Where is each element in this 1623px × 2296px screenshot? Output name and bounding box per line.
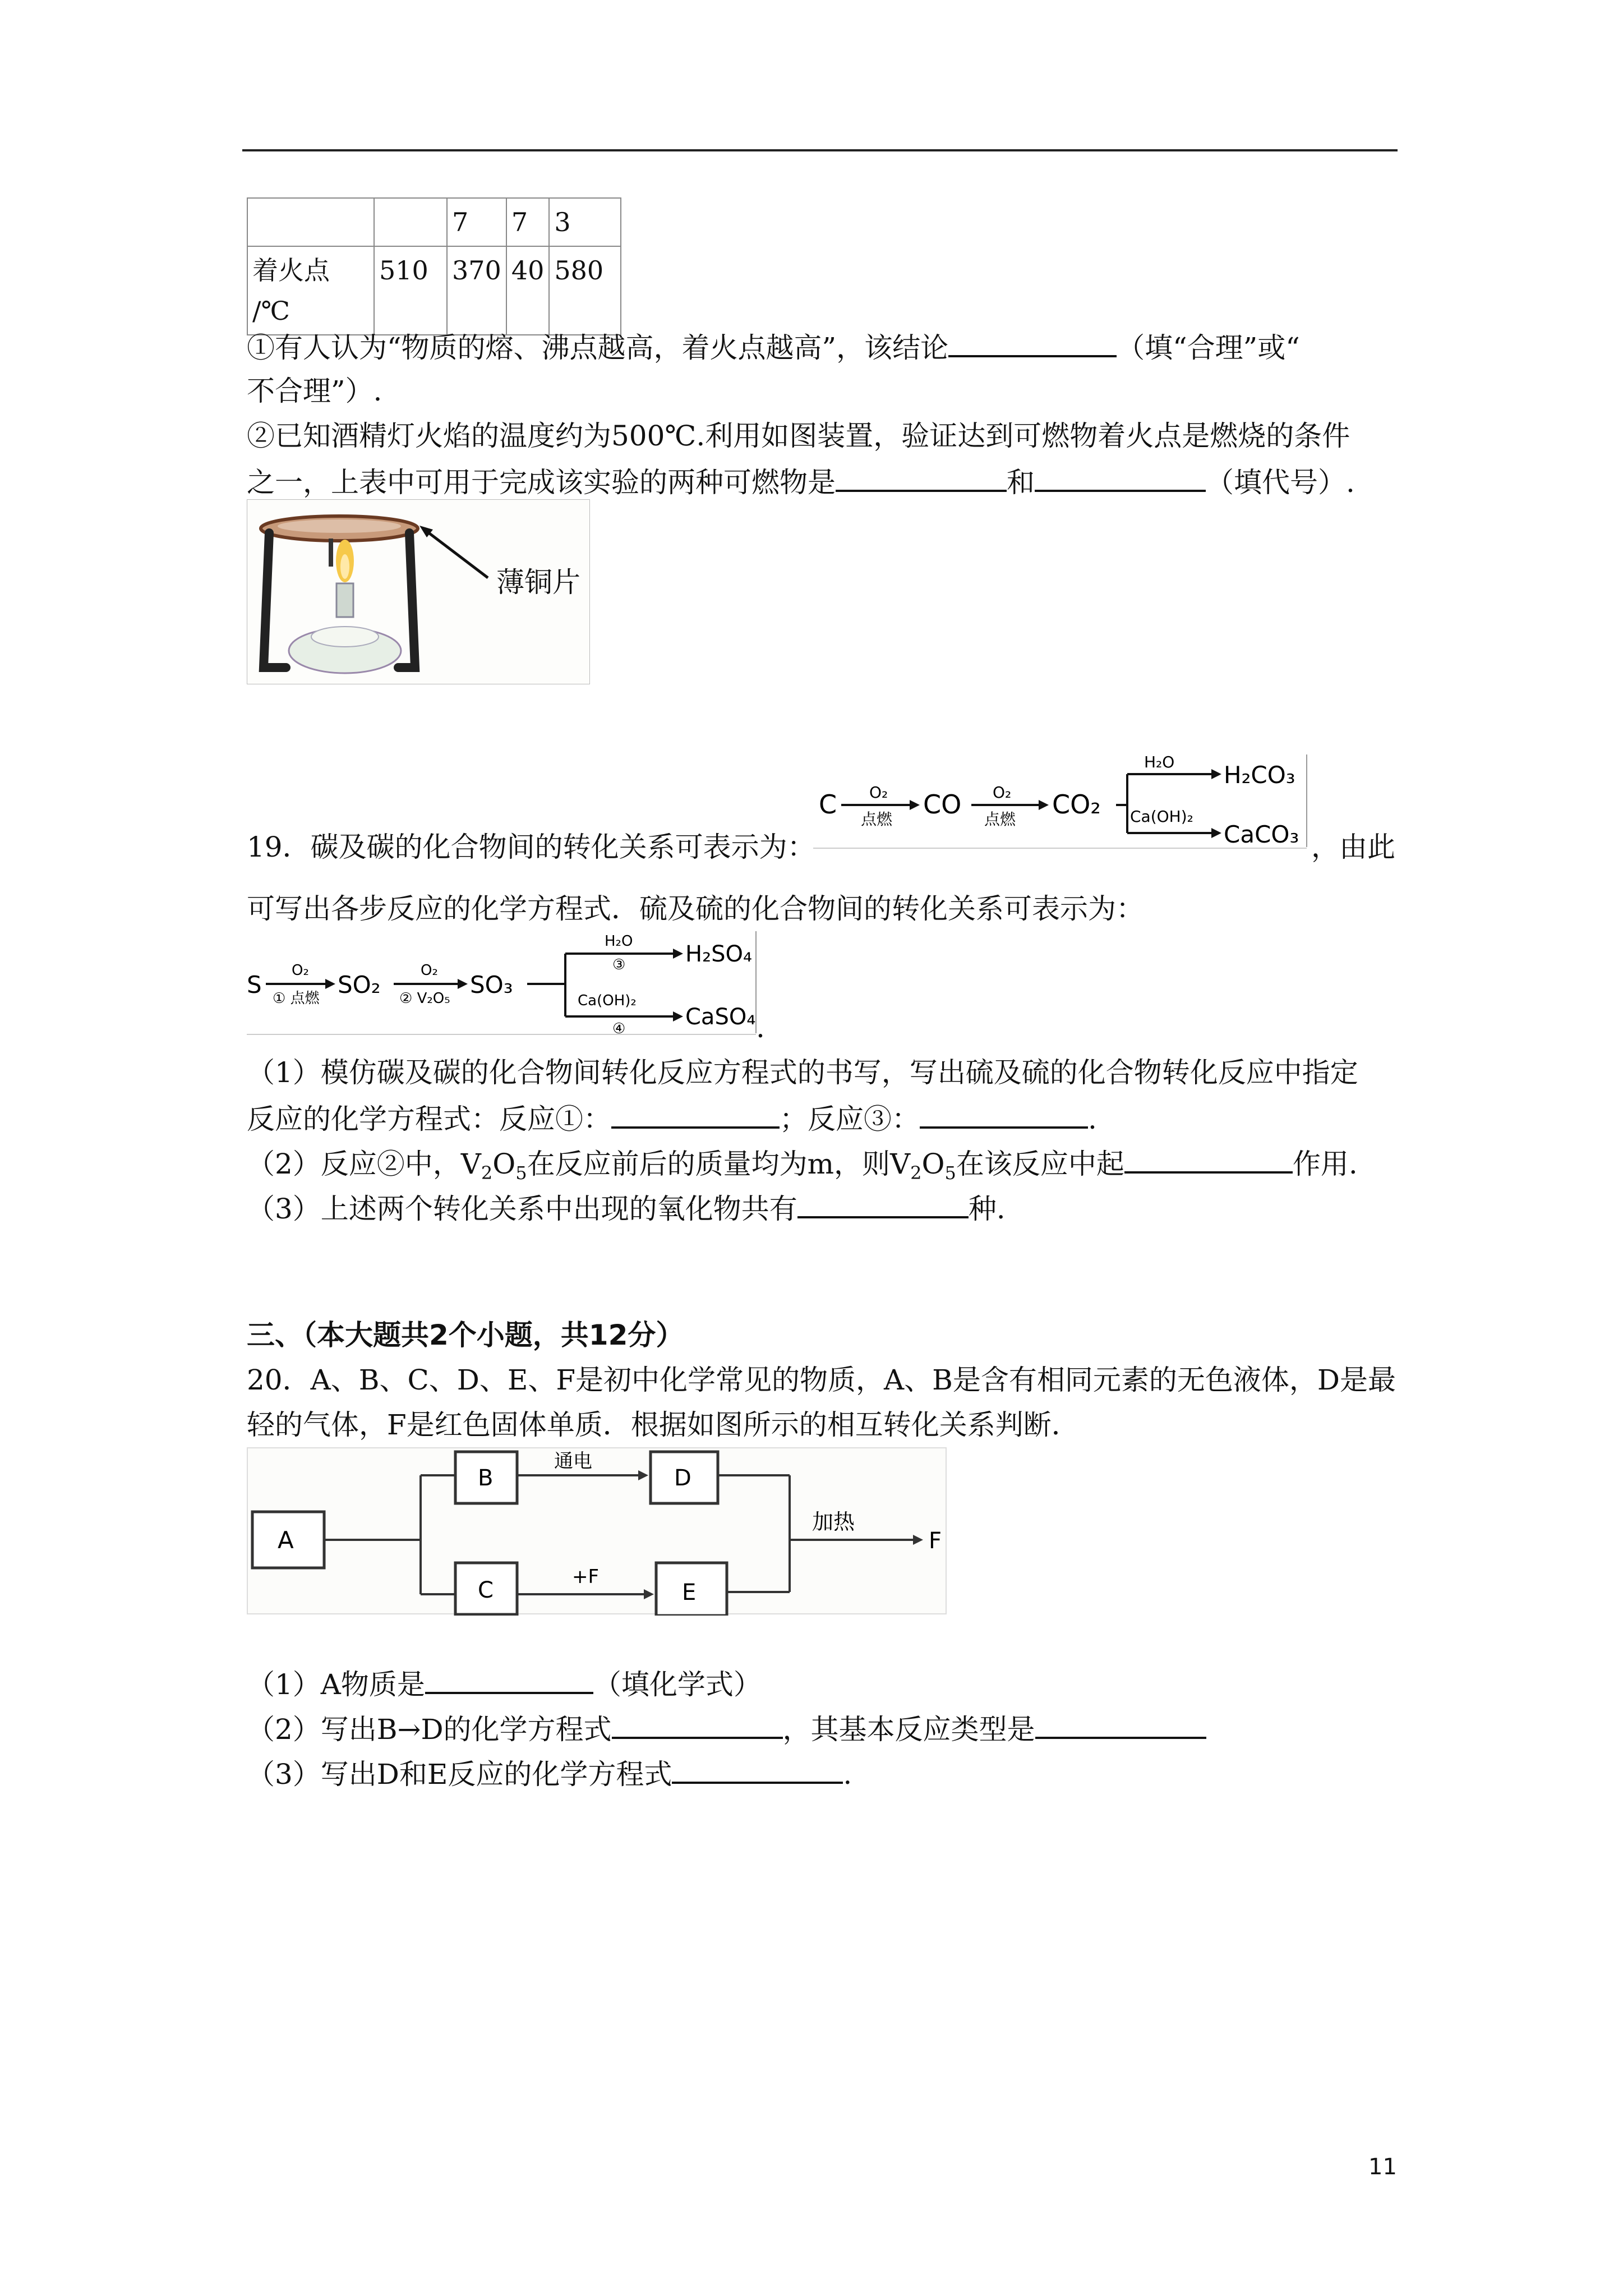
q19-sub3: （3）上述两个转化关系中出现的氧化物共有 种.	[247, 1189, 1006, 1227]
svg-text:H₂SO₄: H₂SO₄	[685, 941, 753, 967]
q18-line4: 之一，上表中可用于完成该实验的两种可燃物是 和 （填代号）.	[247, 463, 1355, 500]
q20-intro-line1: 20．A、B、C、D、E、F是初中化学常见的物质，A、B是含有相同元素的无色液体，D是最	[247, 1364, 1396, 1396]
svg-text:E: E	[682, 1580, 697, 1605]
answer-blank	[1035, 463, 1206, 492]
q19-sub2: （2）反应②中，$V_2O_5$在反应前后的质量均为m，则$V_2O_5$在该反应中起 作用.	[247, 1144, 1358, 1191]
svg-text:SO₂: SO₂	[338, 971, 381, 999]
tripod-burner-figure	[247, 499, 590, 684]
q20-intro-line2: 轻的气体，F是红色固体单质．根据如图所示的相互转化关系判断．	[247, 1409, 1080, 1441]
svg-text:③: ③	[612, 956, 626, 973]
q19-intro-tail: ，由此	[1311, 831, 1395, 863]
svg-text:H₂O: H₂O	[605, 933, 633, 950]
answer-blank	[836, 463, 1007, 492]
answer-blank	[611, 1099, 780, 1129]
svg-text:A: A	[278, 1526, 294, 1554]
table-cell: 370	[447, 246, 506, 335]
q19-sub1-line2: 反应的化学方程式：反应①： ；反应③： .	[247, 1099, 1097, 1137]
page-number: 11	[1368, 2154, 1397, 2180]
table-cell: 580	[549, 246, 621, 335]
svg-text:C: C	[478, 1577, 494, 1603]
table-row	[247, 198, 621, 246]
q18-line3: ②已知酒精灯火焰的温度约为500℃.利用如图装置，验证达到可燃物着火点是燃烧的条件	[247, 420, 1350, 452]
svg-text:通电: 通电	[554, 1450, 592, 1473]
q20-sub2: （2）写出B→D的化学方程式 ，其基本反应类型是	[247, 1710, 1206, 1747]
svg-text:② V₂O₅: ② V₂O₅	[399, 990, 450, 1007]
sulfur-diagram-dot: .	[756, 1011, 765, 1044]
svg-text:① 点燃: ① 点燃	[273, 990, 320, 1007]
copper-plate-label: 薄铜片	[496, 566, 580, 599]
table-cell-label	[247, 246, 374, 335]
sulfur-conversion-diagram	[247, 927, 763, 1039]
ignition-label: 着火点	[252, 255, 330, 286]
table-cell: 7	[447, 198, 506, 246]
q19-intro: 19．碳及碳的化合物间的转化关系可表示为：	[247, 831, 815, 863]
svg-text:点燃: 点燃	[861, 810, 893, 829]
table-cell: 40	[506, 246, 550, 335]
svg-text:Ca(OH)₂: Ca(OH)₂	[578, 992, 637, 1009]
svg-text:SO₃: SO₃	[470, 971, 513, 999]
svg-text:O₂: O₂	[421, 962, 438, 979]
answer-blank	[1124, 1144, 1293, 1174]
table-cell: 7	[506, 198, 550, 246]
svg-text:O₂: O₂	[993, 783, 1012, 802]
svg-text:H₂O: H₂O	[1144, 753, 1175, 771]
svg-text:S: S	[247, 971, 262, 999]
answer-blank	[425, 1665, 593, 1694]
svg-text:CaCO₃: CaCO₃	[1224, 821, 1299, 848]
svg-text:加热: 加热	[812, 1510, 855, 1534]
svg-text:Ca(OH)₂: Ca(OH)₂	[1130, 807, 1193, 826]
ignition-unit: /℃	[252, 296, 290, 326]
svg-text:CO: CO	[923, 789, 962, 820]
svg-text:O₂: O₂	[869, 783, 888, 802]
q18-line2: 不合理”）.	[247, 375, 382, 407]
svg-text:B: B	[478, 1465, 494, 1491]
table-cell: 510	[374, 246, 447, 335]
q19-sub1-line1: （1）模仿碳及碳的化合物间转化反应方程式的书写，写出硫及硫的化合物转化反应中指定	[247, 1056, 1358, 1089]
table-row	[247, 246, 621, 335]
q20-relation-diagram	[247, 1447, 948, 1616]
q20-sub1: （1）A物质是 （填化学式）	[247, 1665, 762, 1703]
svg-text:CO₂: CO₂	[1052, 789, 1101, 820]
table-cell	[374, 198, 447, 246]
answer-blank	[672, 1755, 843, 1784]
svg-text:④: ④	[612, 1020, 626, 1037]
table-cell: 3	[549, 198, 621, 246]
q19-line2: 可写出各步反应的化学方程式．硫及硫的化合物间的转化关系可表示为：	[247, 892, 1144, 925]
svg-text:C: C	[819, 789, 837, 820]
answer-blank	[612, 1710, 783, 1739]
svg-text:D: D	[674, 1465, 691, 1491]
svg-text:点燃: 点燃	[984, 810, 1016, 829]
table-cell	[247, 198, 374, 246]
section-heading: 三、（本大题共2个小题，共12分）	[247, 1319, 684, 1351]
svg-text:O₂: O₂	[292, 962, 309, 979]
q18-line1: ①有人认为“物质的熔、沸点越高，着火点越高”，该结论 （填“合理”或“	[247, 328, 1300, 366]
svg-text:H₂CO₃: H₂CO₃	[1224, 761, 1295, 789]
q20-sub3: （3）写出D和E反应的化学方程式 .	[247, 1755, 852, 1792]
svg-text:+F: +F	[572, 1566, 600, 1588]
svg-text:F: F	[929, 1528, 942, 1554]
answer-blank	[948, 328, 1117, 357]
answer-blank	[1035, 1710, 1206, 1739]
answer-blank	[797, 1189, 969, 1218]
answer-blank	[920, 1099, 1088, 1129]
svg-text:CaSO₄: CaSO₄	[685, 1004, 756, 1030]
header-rule	[242, 149, 1398, 151]
carbon-conversion-diagram	[813, 752, 1312, 850]
ignition-point-table	[247, 197, 621, 335]
